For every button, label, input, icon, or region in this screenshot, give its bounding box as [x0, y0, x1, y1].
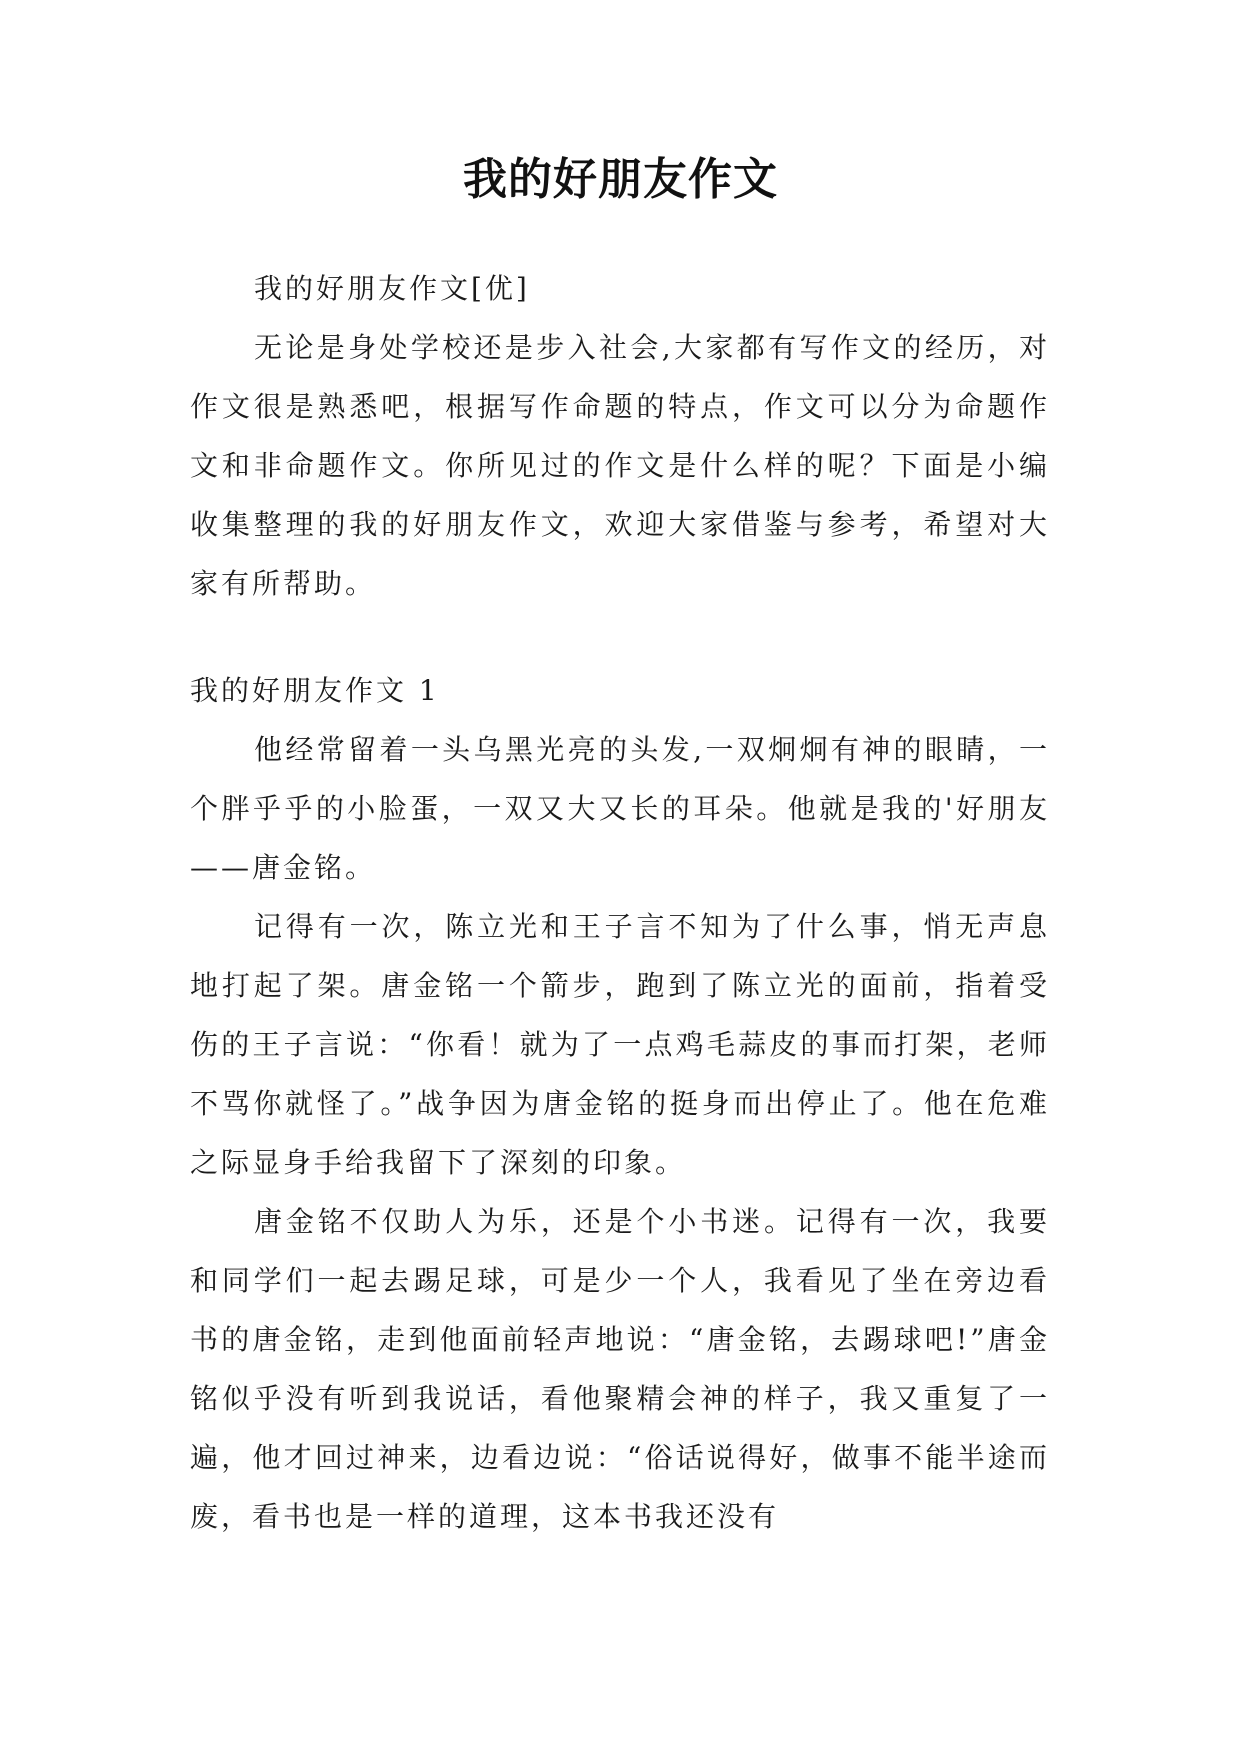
essay-1-paragraph-1: 他经常留着一头乌黑光亮的头发,一双炯炯有神的眼睛，一个胖乎乎的小脸蛋，一双又大又长的耳朵。他就是我的'好朋友——唐金铭。 [190, 733, 1050, 884]
document-body [190, 259, 1050, 1546]
essay-1-heading: 我的好朋友作文 1 [190, 674, 440, 707]
section-gap [190, 613, 1050, 661]
essay-1-paragraph-2: 记得有一次，陈立光和王子言不知为了什么事，悄无声息地打起了架。唐金铭一个箭步，跑到了陈立光的面前，指着受伤的王子言说：“你看！就为了一点鸡毛蒜皮的事而打架，老师不骂你就怪了。”战争因为唐金铭的挺身而出停止了。他在危难之际显身手给我留下了深刻的印象。 [190, 910, 1050, 1179]
intro-heading: 我的好朋友作文[优] [254, 272, 530, 305]
intro-paragraph: 无论是身处学校还是步入社会,大家都有写作文的经历，对作文很是熟悉吧，根据写作命题的特点，作文可以分为命题作文和非命题作文。你所见过的作文是什么样的呢？下面是小编收集整理的我的好朋友作文，欢迎大家借鉴与参考，希望对大家有所帮助。 [190, 331, 1050, 600]
document-title: 我的好朋友作文 [463, 154, 778, 205]
essay-1-paragraph-3: 唐金铭不仅助人为乐，还是个小书迷。记得有一次，我要和同学们一起去踢足球，可是少一个人，我看见了坐在旁边看书的唐金铭，走到他面前轻声地说：“唐金铭，去踢球吧!”唐金铭似乎没有听到我说话，看他聚精会神的样子，我又重复了一遍，他才回过神来，边看边说：“俗话说得好，做事不能半途而废，看书也是一样的道理，这本书我还没有 [190, 1205, 1050, 1533]
